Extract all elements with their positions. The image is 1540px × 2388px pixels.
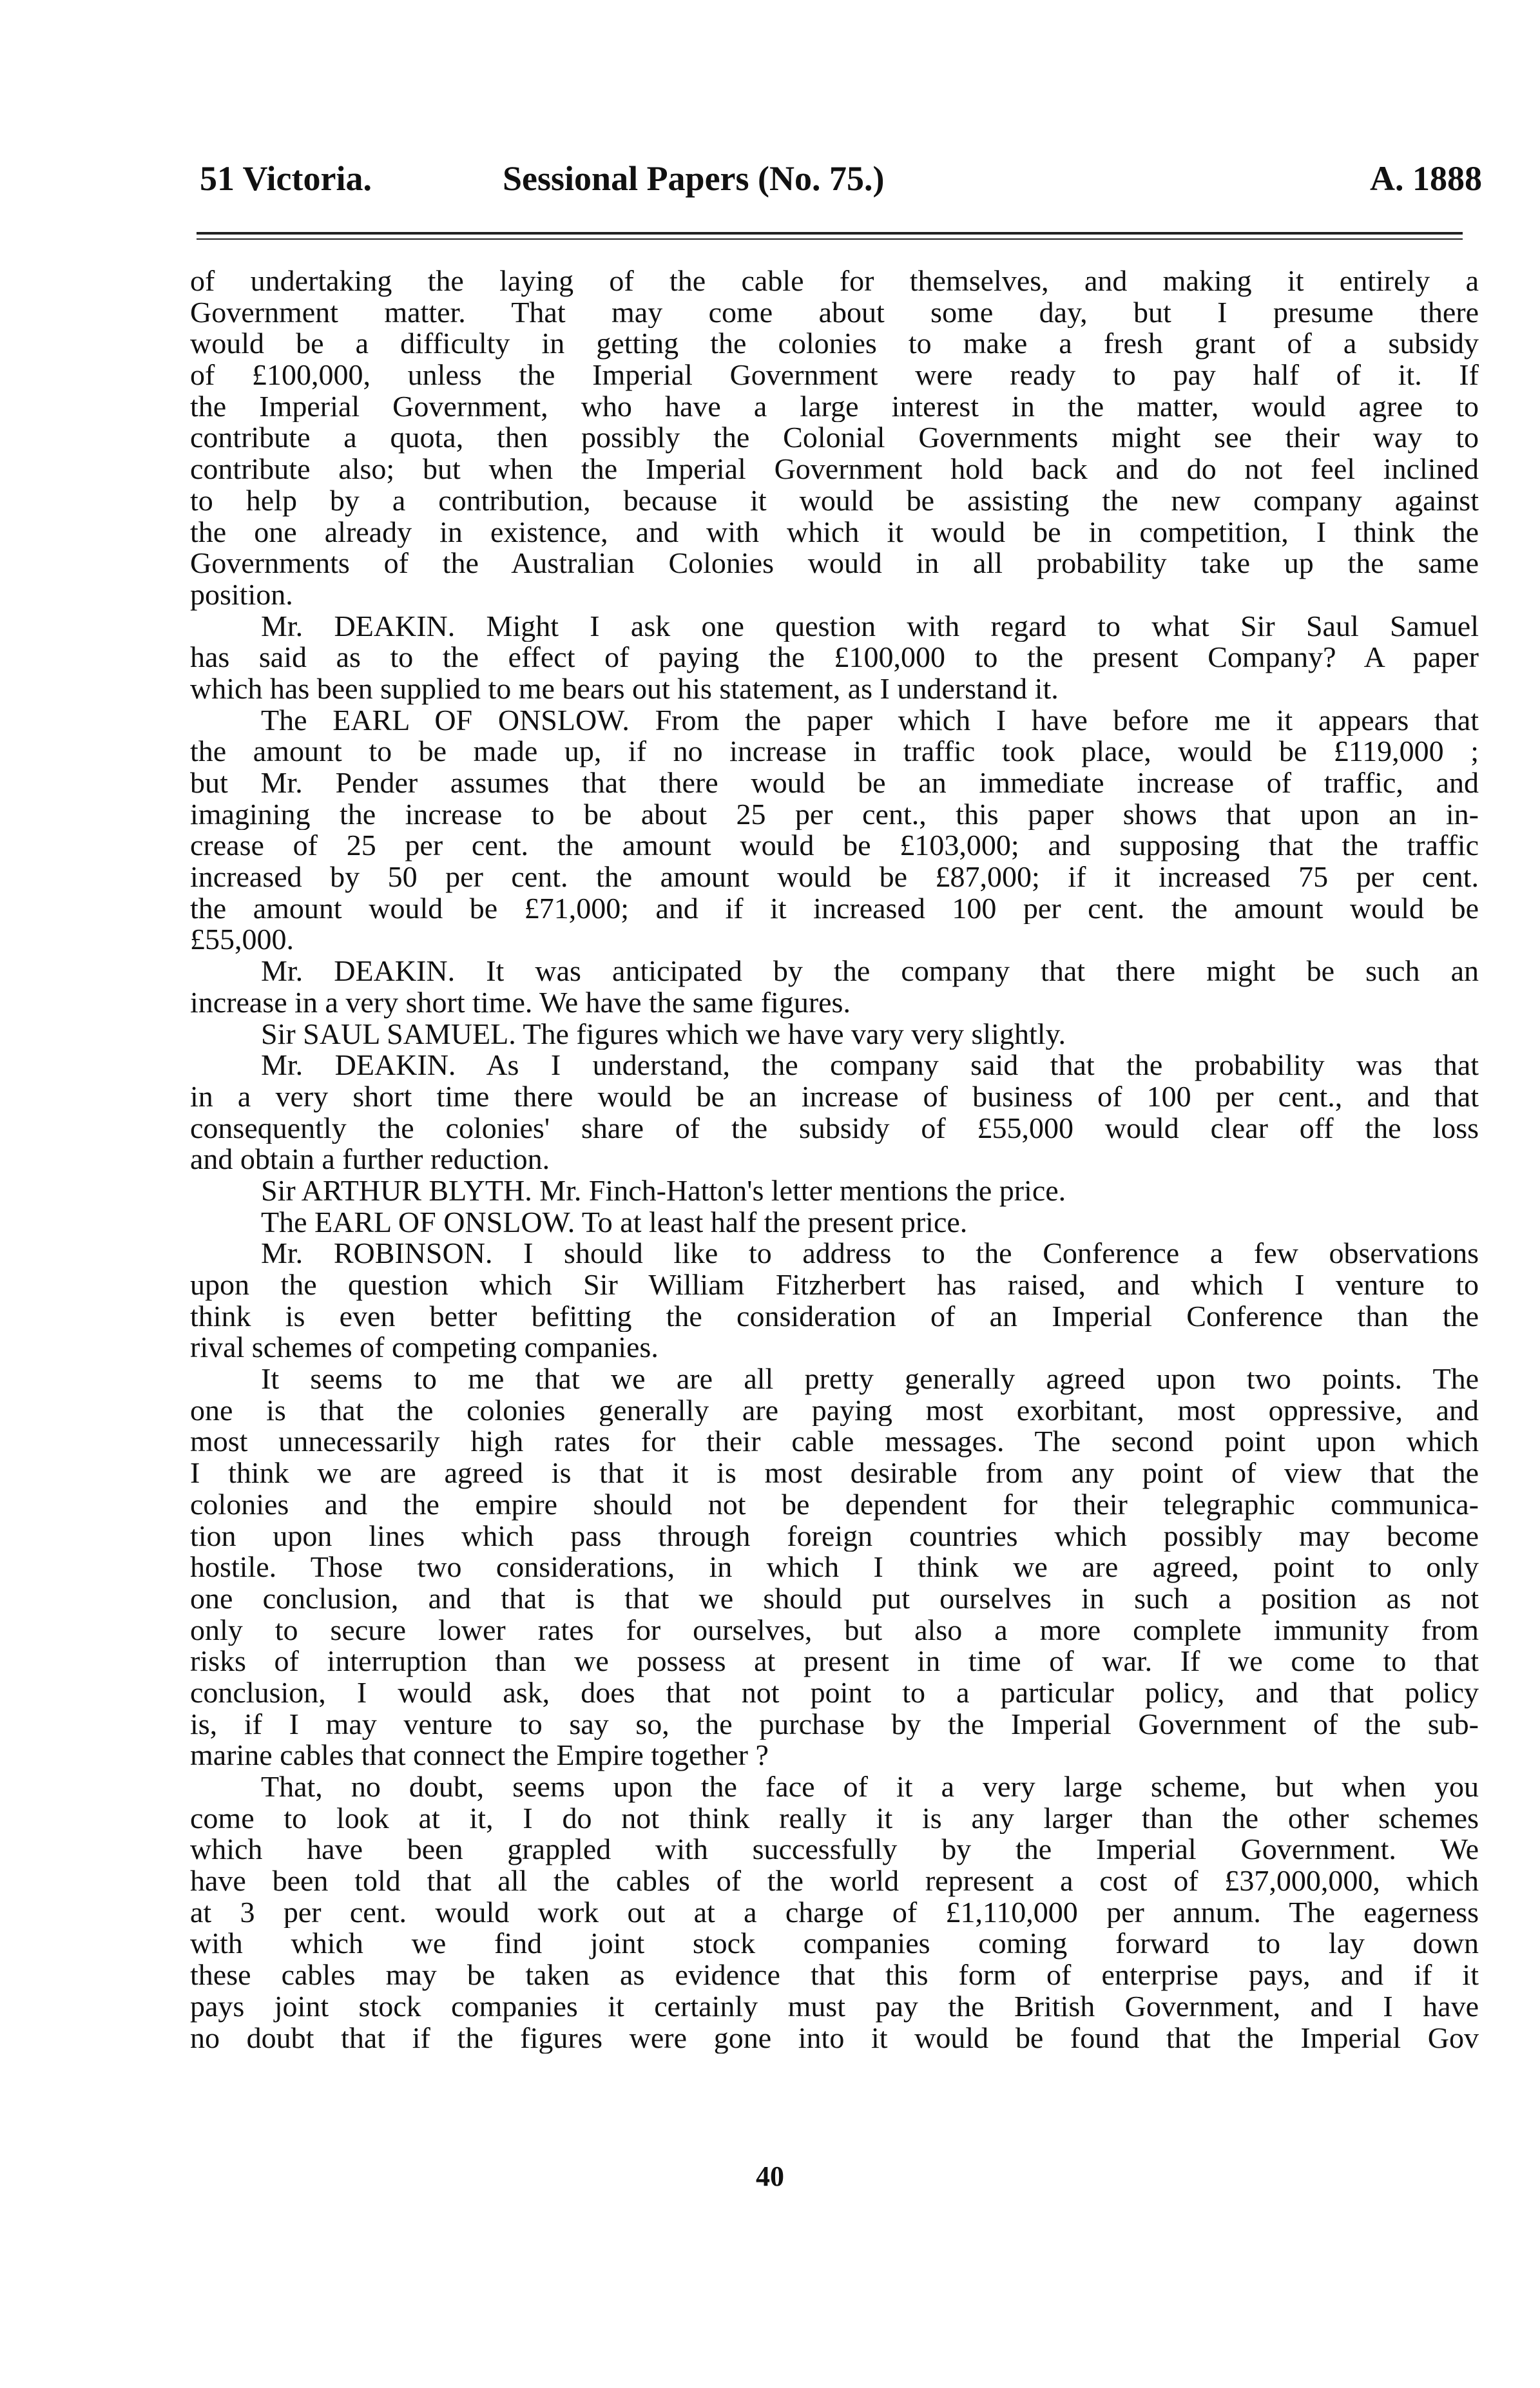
text-line: increased by 50 per cent. the amount would be £87,000; if it increased 75 per cent.	[190, 862, 1479, 893]
text-line: risks of interruption than we possess at present in time of war. If we come to that	[190, 1646, 1479, 1677]
text-line: pays joint stock companies it certainly must pay the British Government, and I have	[190, 1990, 1479, 2023]
text-line: marine cables that connect the Empire together ?	[190, 1740, 769, 1771]
text-line: Sir ARTHUR BLYTH. Mr. Finch-Hatton's letter mentions the price.	[261, 1175, 1066, 1207]
text-line: at 3 per cent. would work out at a charge of £1,110,000 per annum. The eagerness	[190, 1896, 1479, 1929]
text-line: £55,000.	[190, 924, 294, 956]
text-line: most unnecessarily high rates for their cable messages. The second point upon which	[190, 1426, 1479, 1458]
header-session: 51 Victoria.	[200, 159, 372, 198]
header-year: A. 1888	[1370, 159, 1482, 198]
text-line: Sir SAUL SAMUEL. The figures which we have vary very slightly.	[261, 1018, 1066, 1050]
text-line: Mr. DEAKIN. As I understand, the company said that the probability was that	[261, 1050, 1479, 1081]
text-line: has said as to the effect of paying the £100,000 to the present Company? A paper	[190, 642, 1479, 673]
text-line: Government matter. That may come about some day, but I presume there	[190, 296, 1479, 329]
text-line: to help by a contribution, because it would be assisting the new company against	[190, 485, 1479, 517]
text-line: contribute a quota, then possibly the Colonial Governments might see their way to	[190, 422, 1479, 454]
header-rule-thick	[197, 232, 1463, 235]
text-line: of undertaking the laying of the cable for themselves, and making it entirely a	[190, 265, 1479, 297]
text-line: of £100,000, unless the Imperial Government were ready to pay half of it. If	[190, 360, 1479, 391]
text-line: contribute also; but when the Imperial Government hold back and do not feel inclined	[190, 454, 1479, 485]
header-rule-thin	[197, 238, 1463, 240]
text-line: which has been supplied to me bears out his statement, as I understand it.	[190, 673, 1059, 705]
text-line: only to secure lower rates for ourselves, but also a more complete immunity from	[190, 1614, 1479, 1646]
text-line: It seems to me that we are all pretty generally agreed upon two points. The	[261, 1363, 1479, 1395]
text-line: position.	[190, 579, 293, 611]
text-line: the Imperial Government, who have a large interest in the matter, would agree to	[190, 390, 1479, 423]
text-line: I think we are agreed is that it is most desirable from any point of view that the	[190, 1458, 1479, 1489]
text-line: have been told that all the cables of the world represent a cost of £37,000,000, which	[190, 1865, 1479, 1897]
text-line: The EARL OF ONSLOW. To at least half the present price.	[261, 1206, 968, 1238]
text-line: come to look at it, I do not think really it is any larger than the other schemes	[190, 1802, 1479, 1834]
text-line: is, if I may venture to say so, the purchase by the Imperial Government of the sub-	[190, 1708, 1479, 1740]
text-line: hostile. Those two considerations, in which I think we are agreed, point to only	[190, 1552, 1479, 1583]
text-line: upon the question which Sir William Fitzherbert has raised, and which I venture to	[190, 1269, 1479, 1301]
text-line: Mr. ROBINSON. I should like to address to the Conference a few observations	[261, 1238, 1479, 1269]
text-line: and obtain a further reduction.	[190, 1144, 550, 1175]
text-line: colonies and the empire should not be dependent for their telegraphic communica-	[190, 1488, 1479, 1521]
text-line: Mr. DEAKIN. It was anticipated by the company that there might be such an	[261, 956, 1479, 987]
text-line: in a very short time there would be an increase of business of 100 per cent., and that	[190, 1081, 1479, 1113]
text-line: with which we find joint stock companies coming forward to lay down	[190, 1928, 1479, 1960]
text-line: one is that the colonies generally are paying most exorbitant, most oppressive, and	[190, 1394, 1479, 1427]
text-line: conclusion, I would ask, does that not point to a particular policy, and that policy	[190, 1677, 1479, 1709]
body-text	[190, 265, 1479, 2054]
text-line: which have been grappled with successfully by the Imperial Government. We	[190, 1834, 1479, 1866]
text-line: would be a difficulty in getting the colonies to make a fresh grant of a subsidy	[190, 328, 1479, 360]
text-line: the amount would be £71,000; and if it increased 100 per cent. the amount would be	[190, 892, 1479, 925]
text-line: think is even better befitting the consideration of an Imperial Conference than the	[190, 1300, 1479, 1333]
text-line: consequently the colonies' share of the subsidy of £55,000 would clear off the loss	[190, 1112, 1479, 1144]
text-line: The EARL OF ONSLOW. From the paper which I have before me it appears that	[261, 704, 1479, 737]
header-title: Sessional Papers (No. 75.)	[503, 159, 885, 198]
text-line: tion upon lines which pass through foreign countries which possibly may become	[190, 1520, 1479, 1552]
text-line: the one already in existence, and with which it would be in competition, I think the	[190, 516, 1479, 548]
page-number: 40	[756, 2161, 784, 2192]
running-header	[200, 159, 1482, 204]
text-line: increase in a very short time. We have the same figures.	[190, 987, 851, 1019]
text-line: crease of 25 per cent. the amount would be £103,000; and supposing that the traffic	[190, 830, 1479, 862]
text-line: but Mr. Pender assumes that there would be an immediate increase of traffic, and	[190, 767, 1479, 799]
text-line: rival schemes of competing companies.	[190, 1332, 659, 1364]
text-line: That, no doubt, seems upon the face of it a very large scheme, but when you	[261, 1771, 1479, 1803]
text-line: imagining the increase to be about 25 per cent., this paper shows that upon an in-	[190, 798, 1479, 831]
text-line: no doubt that if the figures were gone into it would be found that the Imperial Gov	[190, 2022, 1479, 2054]
text-line: Mr. DEAKIN. Might I ask one question with regard to what Sir Saul Samuel	[261, 610, 1479, 642]
text-line: the amount to be made up, if no increase in traffic took place, would be £119,000 ;	[190, 736, 1479, 767]
text-line: these cables may be taken as evidence that this form of enterprise pays, and if it	[190, 1960, 1479, 1991]
text-line: Governments of the Australian Colonies would in all probability take up the same	[190, 548, 1479, 579]
text-line: one conclusion, and that is that we should put ourselves in such a position as not	[190, 1583, 1479, 1615]
